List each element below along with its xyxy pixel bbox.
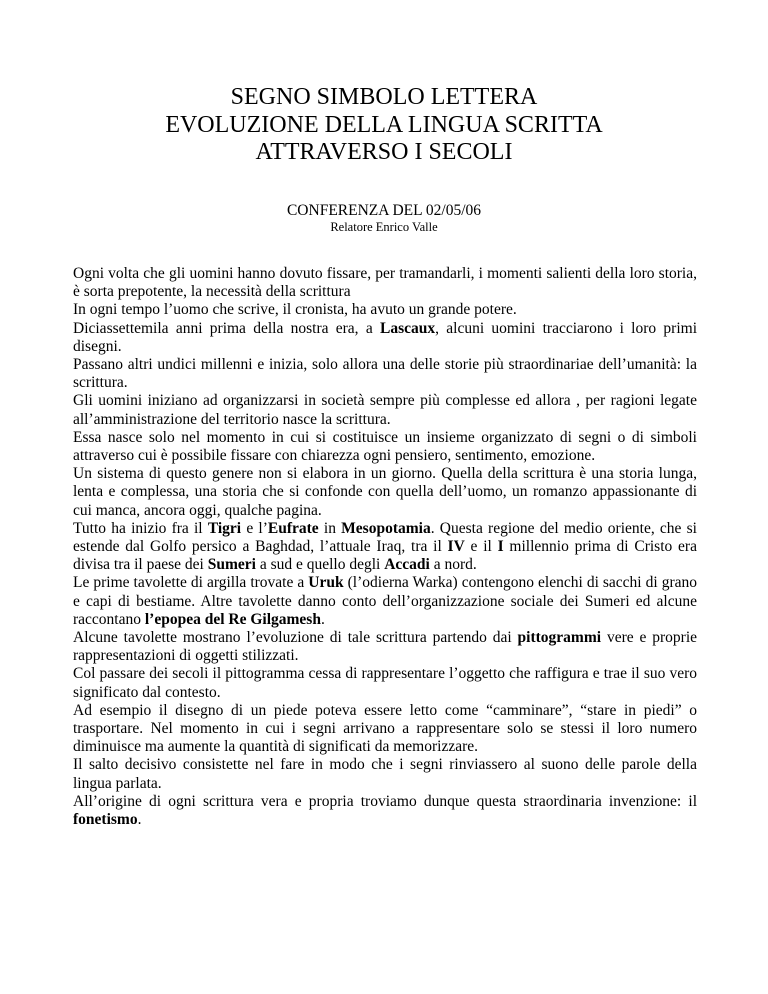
paragraph-3 xyxy=(73,320,697,356)
speaker-name: Relatore Enrico Valle xyxy=(330,220,438,234)
bold-term: fonetismo xyxy=(73,811,138,829)
title-line-1: SEGNO SIMBOLO LETTERA xyxy=(230,84,538,110)
text-span: , alcuni uomini tracciarono i loro primi disegni. xyxy=(73,319,697,355)
bold-term: Sumeri xyxy=(207,556,256,574)
paragraph-11: Col passare dei secoli il pittogramma cessa di rappresentare l’oggetto che raffigura e trae il suo vero significato dal contesto. xyxy=(73,665,697,701)
text-span: Le prime tavolette di argilla trovate a xyxy=(73,574,309,592)
text-span: Alcune tavolette mostrano l’evoluzione di tale scrittura partendo dai xyxy=(73,629,518,647)
paragraph-7: Un sistema di questo genere non si elabora in un giorno. Quella della scrittura è una storia lunga, lenta e complessa, una storia che si confonde con quella dell’uomo, un romanzo appassionante di cui manca, ancora oggi, qualche pagina. xyxy=(73,465,697,519)
text-span: . xyxy=(320,610,325,628)
text-span: . xyxy=(137,811,142,829)
bold-term: Accadi xyxy=(384,556,430,574)
paragraph-10 xyxy=(73,629,697,665)
paragraph-9 xyxy=(73,574,697,629)
text-span: Tutto ha inizio fra il xyxy=(73,519,208,537)
place-name-lascaux: Lascaux xyxy=(380,319,436,337)
text-span: Diciassettemila anni prima della nostra era, a xyxy=(73,319,380,337)
text-span: e l’ xyxy=(241,519,268,537)
paragraph-14 xyxy=(73,793,697,829)
bold-term: pittogrammi xyxy=(517,629,602,647)
bold-term: Tigri xyxy=(207,519,242,537)
paragraph-12: Ad esempio il disegno di un piede poteva essere letto come “camminare”, “stare in piedi” o trasportare. Nel momento in cui i segni arrivano a rappresentare solo se stessi il loro numero diminuisce ma aumente la quantità di significati da memorizzare. xyxy=(73,701,697,756)
text-span: (l’odierna Warka) contengono elenchi di sacchi di grano e capi di bestiame. Altre tavolette danno conto dell’organizzazione sociale dei Sumeri ed alcune raccontano xyxy=(73,574,697,628)
paragraph-1: Ogni volta che gli uomini hanno dovuto fissare, per tramandarli, i momenti salienti della loro storia, è sorta prepotente, la necessità della scrittura xyxy=(73,265,697,301)
bold-term: Mesopotamia xyxy=(341,519,431,537)
paragraph-5: Gli uomini iniziano ad organizzarsi in società sempre più complesse ed allora , per ragioni legate all’amministrazione del territorio nasce la scrittura. xyxy=(73,392,697,428)
text-span: in xyxy=(318,519,342,537)
text-span: millennio prima di Cristo era divisa tra il paese dei xyxy=(73,538,697,574)
text-span: All’origine di ogni scrittura vera e propria troviamo dunque questa straordinaria invenzione: il xyxy=(73,792,697,810)
bold-term: Eufrate xyxy=(267,519,319,537)
text-span: a sud e quello degli xyxy=(255,556,385,574)
title-line-3: ATTRAVERSO I SECOLI xyxy=(255,139,513,165)
paragraph-8 xyxy=(73,520,697,575)
text-span: e il xyxy=(464,538,498,556)
paragraph-4: Passano altri undici millenni e inizia, solo allora una delle storie più straordinariae dell’umanità: la scrittura. xyxy=(73,356,697,392)
paragraph-6: Essa nasce solo nel momento in cui si costituisce un insieme organizzato di segni o di simboli attraverso cui è possibile fissare con chiarezza ogni pensiero, sentimento, emozione. xyxy=(73,428,697,465)
bold-term: Uruk xyxy=(308,574,344,592)
bold-term: I xyxy=(497,538,504,556)
paragraph-13: Il salto decisivo consistette nel fare in modo che i segni rinviassero al suono delle parole della lingua parlata. xyxy=(73,756,697,792)
bold-term: l’epopea del Re Gilgamesh xyxy=(144,610,321,628)
document-body xyxy=(73,265,697,829)
text-span: . Questa regione del medio oriente, che si estende dal Golfo persico a Baghdad, l’attuale Iraq, tra il xyxy=(73,519,697,556)
text-span: vere e proprie rappresentazioni di oggetti stilizzati. xyxy=(73,629,698,665)
paragraph-2: In ogni tempo l’uomo che scrive, il cronista, ha avuto un grande potere. xyxy=(73,301,517,319)
text-span: a nord. xyxy=(429,556,477,574)
title-line-2: EVOLUZIONE DELLA LINGUA SCRITTA xyxy=(165,111,603,138)
document-title xyxy=(0,84,768,167)
conference-date: CONFERENZA DEL 02/05/06 xyxy=(286,202,482,219)
bold-term: IV xyxy=(447,538,465,556)
